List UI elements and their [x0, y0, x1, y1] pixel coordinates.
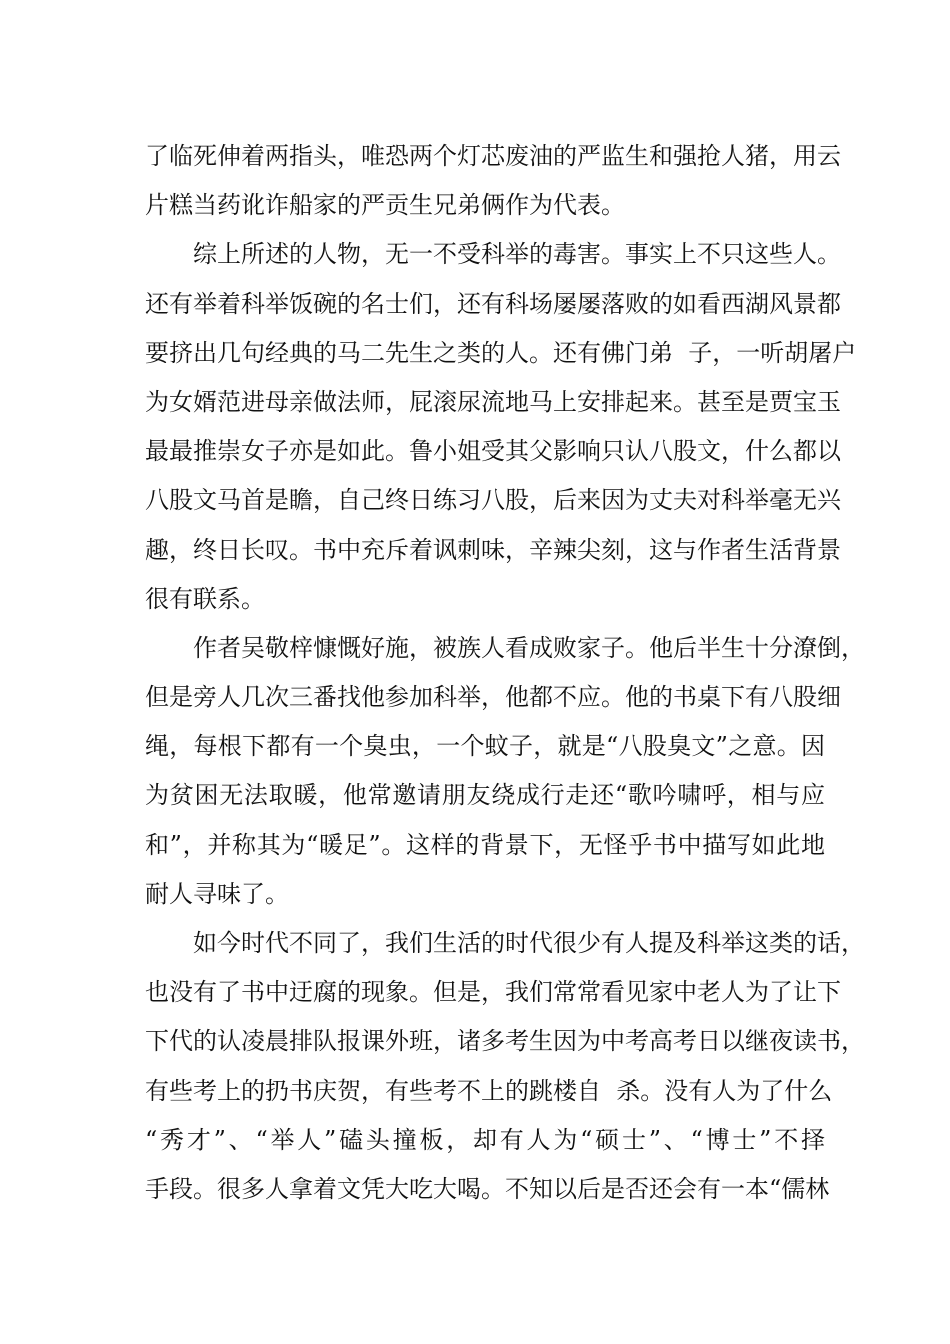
text-line: 但是旁人几次三番找他参加科举，他都不应。他的书桌下有八股细 — [145, 683, 841, 712]
text-line: 为贫困无法取暖，他常邀请朋友绕成行走还“歌吟啸呼，相与应 — [145, 781, 825, 810]
text-line: 片糕当药讹诈船家的严贡生兄弟俩作为代表。 — [145, 191, 625, 220]
text-line: 为女婿范进母亲做法师，屁滚尿流地马上安排起来。甚至是贾宝玉 — [145, 387, 841, 416]
paragraph-first-line: 综上所述的人物，无一不受科举的毒害。事实上不只这些人。 — [193, 240, 841, 269]
text-line: 趣，终日长叹。书中充斥着讽刺味，辛辣尖刻，这与作者生活背景 — [145, 535, 841, 564]
text-line: 有些考上的扔书庆贺，有些考不上的跳楼自 杀。没有人为了什么 — [145, 1076, 833, 1105]
text-line: 绳，每根下都有一个臭虫，一个蚊子，就是“八股臭文”之意。因 — [145, 732, 825, 761]
text-line: 下代的认凌晨排队报课外班，诸多考生因为中考高考日以继夜读书， — [145, 1027, 865, 1056]
text-line: 耐人寻味了。 — [145, 879, 289, 908]
text-line: “秀才”、“举人”磕头撞板，却有人为“硕士”、“博士”不择 — [145, 1125, 825, 1154]
text-line: 很有联系。 — [145, 584, 265, 613]
text-line: 八股文马首是瞻，自己终日练习八股，后来因为丈夫对科举毫无兴 — [145, 486, 841, 515]
paragraph-first-line: 作者吴敬梓慷慨好施，被族人看成败家子。他后半生十分潦倒， — [193, 633, 865, 662]
text-line: 手段。很多人拿着文凭大吃大喝。不知以后是否还会有一本“儒林 — [145, 1174, 830, 1203]
paragraph-first-line: 如今时代不同了，我们生活的时代很少有人提及科举这类的话， — [193, 929, 865, 957]
text-line: 还有举着科举饭碗的名士们，还有科场屡屡落败的如看西湖风景都 — [145, 289, 841, 318]
text-line: 要挤出几句经典的马二先生之类的人。还有佛门弟 子，一听胡屠户 — [145, 338, 857, 367]
text-line: 和”，并称其为“暖足”。这样的背景下，无怪乎书中描写如此地 — [145, 830, 825, 859]
body-text — [145, 132, 865, 1214]
text-line: 了临死伸着两指头，唯恐两个灯芯废油的严监生和强抢人猪，用云 — [145, 142, 841, 170]
text-line: 也没有了书中迂腐的现象。但是，我们常常看见家中老人为了让下 — [145, 978, 841, 1007]
text-line: 最最推崇女子亦是如此。鲁小姐受其父影响只认八股文，什么都以 — [145, 437, 841, 466]
